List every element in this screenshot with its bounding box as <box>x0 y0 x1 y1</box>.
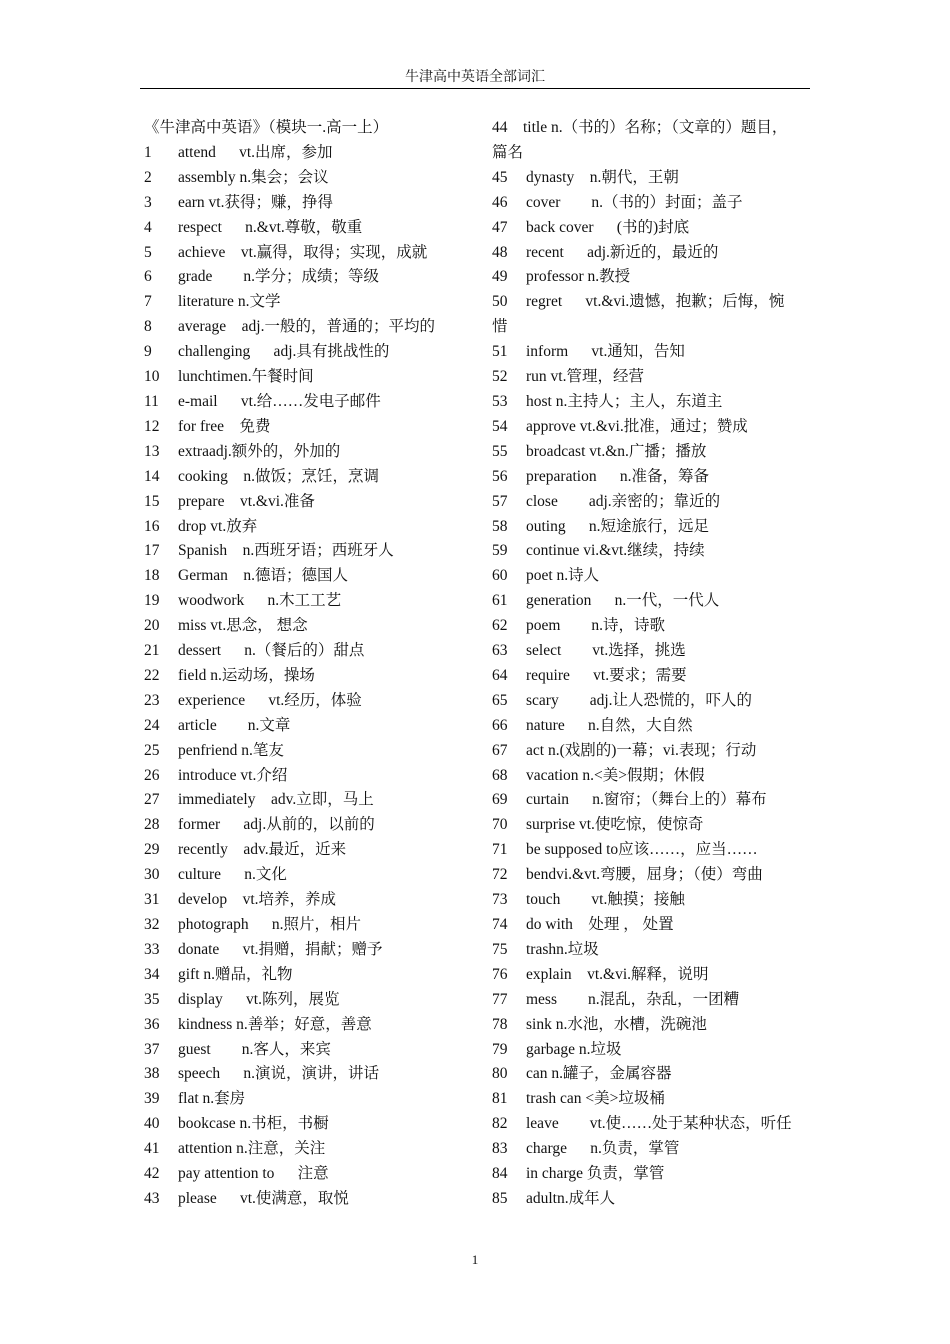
vocab-entry <box>144 365 464 390</box>
entry-number: 48 <box>492 243 508 261</box>
entry-number: 47 <box>492 218 508 236</box>
vocab-entry <box>144 639 464 664</box>
vocab-entry <box>144 141 464 166</box>
entry-number: 29 <box>144 841 160 859</box>
vocab-entry <box>492 813 812 838</box>
vocab-entry <box>492 440 812 465</box>
entry-text: vacation n.<美>假期；休假 <box>526 766 705 784</box>
entry-number: 6 <box>144 268 152 286</box>
entry-number: 72 <box>492 866 508 884</box>
vocab-entry <box>144 938 464 963</box>
entry-number: 68 <box>492 766 508 784</box>
vocab-entry <box>492 539 812 564</box>
entry-number: 59 <box>492 542 508 560</box>
entry-number: 37 <box>144 1040 160 1058</box>
vocab-entry <box>144 689 464 714</box>
vocab-entry <box>144 988 464 1013</box>
page-header: 牛津高中英语全部词汇 <box>405 70 545 85</box>
entry-text: guest n.客人，来宾 <box>178 1040 331 1058</box>
vocab-entry <box>144 166 464 191</box>
vocab-entry <box>492 390 812 415</box>
vocab-entry <box>144 1013 464 1038</box>
right-entry-list <box>492 166 812 1212</box>
entry-number: 70 <box>492 816 508 834</box>
entry-text: former adj.从前的，以前的 <box>178 816 375 834</box>
vocab-entry <box>144 539 464 564</box>
vocab-entry <box>144 963 464 988</box>
entry-text: mess n.混乱，杂乱，一团糟 <box>526 990 740 1008</box>
right-column <box>492 116 812 1212</box>
entry-number: 24 <box>144 716 160 734</box>
vocab-entry <box>492 664 812 689</box>
entry-text: charge n.负责，掌管 <box>526 1140 680 1158</box>
entry-text: preparation n.准备，筹备 <box>526 467 709 485</box>
vocab-entry <box>492 1112 812 1137</box>
vocab-entry <box>144 515 464 540</box>
entry-number: 41 <box>144 1140 160 1158</box>
entry-text: attend vt.出席，参加 <box>178 143 333 161</box>
vocab-entry <box>144 564 464 589</box>
vocab-entry <box>144 290 464 315</box>
entry-number: 1 <box>144 143 152 161</box>
entry-text: display vt.陈列，展览 <box>178 990 340 1008</box>
vocab-entry <box>144 1137 464 1162</box>
entry-number: 65 <box>492 691 508 709</box>
vocab-entry <box>144 440 464 465</box>
vocab-entry <box>144 390 464 415</box>
vocab-entry <box>492 1038 812 1063</box>
vocab-entry <box>144 1112 464 1137</box>
vocab-entry <box>492 1062 812 1087</box>
entry-text: achieve vt.赢得，取得；实现，成就 <box>178 243 428 261</box>
vocab-entry <box>144 863 464 888</box>
entry-number: 32 <box>144 916 160 933</box>
vocab-entry <box>492 589 812 614</box>
entry-text: explain vt.&vi.解释，说明 <box>526 965 709 983</box>
entry-text: regret vt.&vi.遗憾，抱歉；后悔，惋 <box>526 293 785 311</box>
vocab-entry <box>144 265 464 290</box>
entry-text: require vt.要求；需要 <box>526 666 687 684</box>
entry-text: gift n.赠品，礼物 <box>178 965 293 983</box>
vocab-entry <box>144 1087 464 1112</box>
entry-number: 67 <box>492 741 508 759</box>
entry-number: 63 <box>492 642 508 660</box>
left-column <box>144 116 464 1212</box>
vocab-entry <box>144 1038 464 1063</box>
entry-44-line1: 44 title n.（书的）名称；（文章的）题目， <box>492 119 788 136</box>
entry-text: bookcase n.书柜，书橱 <box>178 1115 329 1133</box>
entry-text: generation n.一代，一代人 <box>526 592 720 610</box>
entry-text: run vt.管理，经营 <box>526 368 644 386</box>
vocab-entry <box>144 764 464 789</box>
entry-text: photograph n.照片，相片 <box>178 916 361 933</box>
entry-number: 51 <box>492 343 508 361</box>
vocab-entry <box>492 689 812 714</box>
entry-number: 2 <box>144 168 152 186</box>
entry-number: 53 <box>492 392 508 410</box>
vocab-entry <box>492 739 812 764</box>
vocab-entry <box>492 241 812 266</box>
entry-44-line2: 篇名 <box>492 143 524 161</box>
entry-text: literature n.文学 <box>178 293 281 311</box>
vocab-entry <box>144 813 464 838</box>
entry-text: inform vt.通知，告知 <box>526 343 685 361</box>
entry-text: professor n.教授 <box>526 268 631 286</box>
entry-number: 75 <box>492 940 508 958</box>
entry-number: 58 <box>492 517 508 535</box>
entry-text: grade n.学分；成绩；等级 <box>178 268 380 286</box>
entry-number: 22 <box>144 666 160 684</box>
entry-number: 36 <box>144 1015 160 1033</box>
vocab-entry <box>492 1087 812 1112</box>
entry-number: 85 <box>492 1189 508 1207</box>
entry-text: select vt.选择，挑选 <box>526 642 686 660</box>
entry-number: 78 <box>492 1015 508 1033</box>
entry-text: surprise vt.使吃惊，使惊奇 <box>526 816 704 834</box>
entry-number: 16 <box>144 517 160 535</box>
entry-text: for free 免费 <box>178 417 271 435</box>
vocab-entry <box>492 1162 812 1187</box>
entry-number: 25 <box>144 741 160 759</box>
entry-text: average adj.一般的，普通的；平均的 <box>178 318 435 336</box>
entry-text: donate vt.捐赠，捐献；赠予 <box>178 940 383 958</box>
entry-text: garbage n.垃圾 <box>526 1040 622 1058</box>
entry-text: curtain n.窗帘；（舞台上的）幕布 <box>526 791 767 809</box>
vocab-entry <box>144 191 464 216</box>
vocab-entry <box>492 265 812 290</box>
vocab-entry <box>492 365 812 390</box>
vocab-entry <box>144 465 464 490</box>
entry-text: approve vt.&vi.批准，通过；赞成 <box>526 417 748 435</box>
vocab-entry <box>492 863 812 888</box>
entry-number: 46 <box>492 193 508 211</box>
entry-number: 50 <box>492 293 508 311</box>
vocab-entry <box>492 888 812 913</box>
entry-number: 35 <box>144 990 160 1008</box>
entry-number: 23 <box>144 691 160 709</box>
entry-number: 80 <box>492 1065 508 1083</box>
entry-number: 54 <box>492 417 508 435</box>
entry-number: 62 <box>492 617 508 635</box>
entry-number: 38 <box>144 1065 160 1083</box>
entry-text: recently adv.最近，近来 <box>178 841 347 859</box>
vocab-entry <box>144 664 464 689</box>
entry-text: flat n.套房 <box>178 1090 246 1108</box>
entry-number: 60 <box>492 567 508 585</box>
entry-number: 28 <box>144 816 160 834</box>
entry-text: poem n.诗，诗歌 <box>526 617 666 635</box>
entry-number: 14 <box>144 467 160 485</box>
entry-text: penfriend n.笔友 <box>178 741 284 759</box>
entry-number: 74 <box>492 916 508 933</box>
vocab-entry <box>144 1062 464 1087</box>
entry-number: 45 <box>492 168 508 186</box>
entry-text: outing n.短途旅行，远足 <box>526 517 709 535</box>
entry-number: 81 <box>492 1090 508 1108</box>
entry-text: scary adj.让人恐慌的，吓人的 <box>526 691 753 709</box>
entry-text: continue vi.&vt.继续，持续 <box>526 542 705 560</box>
vocab-entry <box>492 838 812 863</box>
vocab-entry <box>492 515 812 540</box>
vocab-entry <box>492 1013 812 1038</box>
vocab-entry <box>144 714 464 739</box>
entry-text: recent adj.新近的，最近的 <box>526 243 719 261</box>
entry-number: 40 <box>144 1115 160 1133</box>
entry-text: broadcast vt.&n.广播；播放 <box>526 442 707 460</box>
entry-text: extraadj.额外的，外加的 <box>178 442 341 460</box>
entry-number: 77 <box>492 990 508 1008</box>
entry-number: 4 <box>144 218 152 236</box>
entry-text: 惜 <box>492 318 508 336</box>
entry-text: assembly n.集会；会议 <box>178 168 329 186</box>
vocab-entry <box>492 788 812 813</box>
entry-text: can n.罐子，金属容器 <box>526 1065 672 1083</box>
vocab-entry <box>492 340 812 365</box>
vocab-entry <box>492 166 812 191</box>
vocab-entry <box>144 241 464 266</box>
vocab-entry <box>492 938 812 963</box>
entry-text: drop vt.放弃 <box>178 517 258 535</box>
entry-text: e-mail vt.给……发电子邮件 <box>178 392 381 410</box>
entry-text: attention n.注意，关注 <box>178 1140 326 1158</box>
entry-text: act n.(戏剧的)一幕；vi.表现；行动 <box>526 741 757 759</box>
entry-text: dynasty n.朝代，王朝 <box>526 168 679 186</box>
entry-text: poet n.诗人 <box>526 567 600 585</box>
vocab-entry <box>144 1162 464 1187</box>
entry-number: 5 <box>144 243 152 261</box>
entry-text: dessert n.（餐后的）甜点 <box>178 642 365 660</box>
entry-number: 61 <box>492 592 508 610</box>
entry-number: 21 <box>144 642 160 660</box>
entry-number: 84 <box>492 1165 508 1183</box>
entry-number: 15 <box>144 492 160 510</box>
vocab-entry <box>492 913 812 938</box>
vocab-entry <box>492 614 812 639</box>
entry-number: 66 <box>492 716 508 734</box>
section-title: 《牛津高中英语》（模块一.高一上） <box>144 119 389 136</box>
entry-text: experience vt.经历，体验 <box>178 691 362 709</box>
entry-text: nature n.自然，大自然 <box>526 716 693 734</box>
entry-text: trash can <美>垃圾桶 <box>526 1090 665 1108</box>
entry-text: kindness n.善举；好意，善意 <box>178 1015 372 1033</box>
entry-number: 17 <box>144 542 160 560</box>
entry-number: 20 <box>144 617 160 635</box>
entry-number: 26 <box>144 766 160 784</box>
entry-number: 11 <box>144 392 159 410</box>
entry-number: 33 <box>144 940 160 958</box>
entry-text: trashn.垃圾 <box>526 940 599 958</box>
vocab-entry <box>492 764 812 789</box>
entry-number: 12 <box>144 417 160 435</box>
entry-number: 43 <box>144 1189 160 1207</box>
entry-text: lunchtimen.午餐时间 <box>178 368 314 386</box>
header-rule <box>140 88 810 89</box>
entry-text: earn vt.获得；赚，挣得 <box>178 193 333 211</box>
vocab-entry <box>144 838 464 863</box>
vocab-entry <box>144 913 464 938</box>
entry-text: in charge 负责，掌管 <box>526 1165 665 1183</box>
entry-text: article n.文章 <box>178 716 291 734</box>
entry-text: respect n.&vt.尊敬，敬重 <box>178 218 363 236</box>
entry-number: 52 <box>492 368 508 386</box>
vocab-entry <box>144 415 464 440</box>
entry-text: Spanish n.西班牙语；西班牙人 <box>178 542 394 560</box>
entry-number: 71 <box>492 841 508 859</box>
vocab-entry <box>492 1137 812 1162</box>
entry-text: cooking n.做饭；烹饪，烹调 <box>178 467 380 485</box>
vocab-entry <box>492 415 812 440</box>
entry-number: 34 <box>144 965 160 983</box>
entry-text: prepare vt.&vi.准备 <box>178 492 315 510</box>
entry-number: 31 <box>144 891 160 909</box>
vocab-entry <box>492 315 812 340</box>
entry-text: speech n.演说，演讲，讲话 <box>178 1065 380 1083</box>
vocab-entry <box>492 564 812 589</box>
vocab-entry <box>144 589 464 614</box>
entry-number: 27 <box>144 791 160 809</box>
vocab-entry <box>492 639 812 664</box>
vocab-entry <box>492 1187 812 1212</box>
vocab-entry <box>492 216 812 241</box>
vocab-entry <box>144 315 464 340</box>
entry-number: 9 <box>144 343 152 361</box>
entry-text: introduce vt.介绍 <box>178 766 288 784</box>
entry-number: 79 <box>492 1040 508 1058</box>
entry-text: bendvi.&vt.弯腰，屈身；（使）弯曲 <box>526 866 763 884</box>
vocab-entry <box>144 340 464 365</box>
entry-text: adultn.成年人 <box>526 1189 616 1207</box>
left-entry-list <box>144 141 464 1212</box>
entry-number: 76 <box>492 965 508 983</box>
entry-text: pay attention to 注意 <box>178 1165 329 1183</box>
entry-number: 73 <box>492 891 508 909</box>
vocab-entry <box>144 490 464 515</box>
entry-text: woodwork n.木工工艺 <box>178 592 342 610</box>
vocab-entry <box>144 888 464 913</box>
vocab-entry <box>492 490 812 515</box>
entry-number: 13 <box>144 442 160 460</box>
entry-text: close adj.亲密的；靠近的 <box>526 492 721 510</box>
entry-text: cover n.（书的）封面；盖子 <box>526 193 743 211</box>
entry-number: 7 <box>144 293 152 311</box>
entry-number: 8 <box>144 318 152 336</box>
entry-number: 49 <box>492 268 508 286</box>
entry-number: 30 <box>144 866 160 884</box>
vocab-entry <box>492 714 812 739</box>
vocab-entry <box>492 465 812 490</box>
entry-text: please vt.使满意，取悦 <box>178 1189 349 1207</box>
entry-text: German n.德语；德国人 <box>178 567 349 585</box>
entry-text: touch vt.触摸；接触 <box>526 891 685 909</box>
vocab-entry <box>492 988 812 1013</box>
entry-text: sink n.水池，水槽，洗碗池 <box>526 1015 707 1033</box>
entry-text: leave vt.使……处于某种状态，听任 <box>526 1115 792 1133</box>
vocab-entry <box>492 191 812 216</box>
entry-text: culture n.文化 <box>178 866 287 884</box>
page-number: 1 <box>471 1252 479 1267</box>
entry-number: 55 <box>492 442 508 460</box>
entry-number: 10 <box>144 368 160 386</box>
entry-number: 64 <box>492 666 508 684</box>
vocab-entry <box>144 1187 464 1212</box>
entry-text: host n.主持人；主人，东道主 <box>526 392 723 410</box>
entry-number: 82 <box>492 1115 508 1133</box>
entry-text: do with 处理 ， 处置 <box>526 916 674 933</box>
entry-text: be supposed to应该……，应当…… <box>526 841 758 859</box>
entry-text: develop vt.培养，养成 <box>178 891 336 909</box>
entry-text: back cover (书的)封底 <box>526 218 690 236</box>
vocab-entry <box>492 290 812 315</box>
entry-text: immediately adv.立即，马上 <box>178 791 374 809</box>
entry-number: 39 <box>144 1090 160 1108</box>
vocab-entry <box>492 963 812 988</box>
vocab-entry <box>144 216 464 241</box>
entry-number: 18 <box>144 567 160 585</box>
vocab-entry <box>144 614 464 639</box>
entry-number: 69 <box>492 791 508 809</box>
entry-number: 56 <box>492 467 508 485</box>
entry-number: 57 <box>492 492 508 510</box>
entry-text: field n.运动场，操场 <box>178 666 315 684</box>
entry-number: 83 <box>492 1140 508 1158</box>
entry-text: challenging adj.具有挑战性的 <box>178 343 390 361</box>
entry-number: 42 <box>144 1165 160 1183</box>
entry-number: 3 <box>144 193 152 211</box>
entry-number: 19 <box>144 592 160 610</box>
vocab-entry <box>144 739 464 764</box>
vocab-entry <box>144 788 464 813</box>
entry-text: miss vt.思念， 想念 <box>178 617 308 635</box>
